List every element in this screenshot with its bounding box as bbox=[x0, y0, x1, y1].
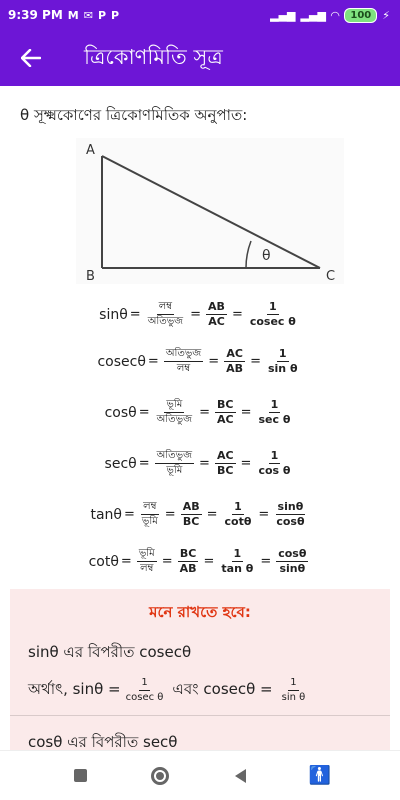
note-line-1: sinθ এর বিপরীত cosecθ bbox=[28, 643, 192, 661]
accessibility-button[interactable] bbox=[300, 756, 340, 796]
vertex-b-label: B bbox=[86, 269, 95, 284]
home-button[interactable] bbox=[140, 756, 180, 796]
charging-icon: ⚡ bbox=[382, 8, 390, 22]
formula-row-sec: secθ = $\frac{\text{অতিভুজ}}{\text{ভূমি}}$ = $\frac{AC}{BC}$ = $\frac{1}{\text{cos θ}}$ bbox=[104, 449, 291, 477]
note-divider bbox=[10, 715, 390, 716]
signal-icon: ▂▄▆ bbox=[300, 8, 326, 22]
wifi-icon: ◠ bbox=[330, 8, 340, 22]
triangle-diagram bbox=[76, 138, 344, 284]
signal-icon: ▂▄▆ bbox=[270, 8, 296, 22]
accessibility-icon: 🚹 bbox=[308, 765, 332, 786]
status-bar bbox=[0, 0, 400, 30]
gmail-icon: M bbox=[67, 8, 79, 22]
formula-row-cosec: cosecθ = $\frac{\text{অতিভুজ}}{\text{লম্ব}}$ = $\frac{AC}{AB}$ = $\frac{1}{\text{sin θ}}$ bbox=[97, 347, 298, 375]
vertex-c-label: C bbox=[326, 269, 336, 284]
note-line-3: cosθ এর বিপরীত secθ bbox=[28, 733, 178, 750]
app-bar bbox=[0, 30, 400, 86]
intro-text: θ সূক্ষ্মকোণের ত্রিকোণমিতিক অনুপাত: bbox=[20, 106, 248, 124]
formula-row-cot: cotθ = $\frac{\text{ভূমি}}{\text{লম্ব}}$ = $\frac{BC}{AB}$ = $\frac{1}{\text{tan θ}}$ = $\frac{\cos\theta}{\sin\theta}$ bbox=[88, 547, 307, 575]
formula-row-tan: tanθ = $\frac{\text{লম্ব}}{\text{ভূমি}}$ = $\frac{AB}{BC}$ = $\frac{1}{\cot\theta}$ = $\frac{\sin\theta}{\cos\theta}$ bbox=[90, 500, 305, 528]
back-arrow-icon[interactable] bbox=[0, 30, 62, 86]
note-title: মনে রাখতে হবে: bbox=[149, 603, 251, 621]
p-icon: P bbox=[97, 8, 106, 22]
p-icon: P bbox=[111, 8, 120, 22]
square-icon bbox=[74, 769, 87, 782]
vertex-a-label: A bbox=[86, 143, 95, 158]
content-scroll[interactable] bbox=[0, 86, 400, 750]
back-button[interactable] bbox=[220, 756, 260, 796]
page-title: ত্রিকোণমিতি সূত্র bbox=[84, 44, 223, 69]
home-circle-icon bbox=[151, 767, 169, 785]
system-nav-bar bbox=[0, 750, 400, 800]
battery-icon: 100 bbox=[344, 8, 377, 23]
formula-row-cos: cosθ = $\frac{\text{ভূমি}}{\text{অতিভুজ}}$ = $\frac{BC}{AC}$ = $\frac{1}{\text{sec θ}}$ bbox=[104, 398, 291, 426]
formula-row-sin: sinθ = $\frac{\text{লম্ব}}{\text{অতিভুজ}}$ = $\frac{AB}{AC}$ = $\frac{1}{\text{cosec θ}}$ bbox=[99, 300, 296, 328]
remember-note-card bbox=[10, 589, 390, 750]
notification-icon: ✉ bbox=[83, 8, 93, 22]
status-time: 9:39 PM bbox=[8, 8, 63, 22]
angle-theta-label: θ bbox=[262, 248, 271, 264]
recents-button[interactable] bbox=[60, 756, 100, 796]
note-line-2: অর্থাৎ, sinθ = $\frac{1}{\text{cosec θ}}$ এবং cosecθ = $\frac{1}{\text{sin θ}}$ bbox=[28, 677, 306, 703]
back-triangle-icon bbox=[235, 769, 246, 783]
